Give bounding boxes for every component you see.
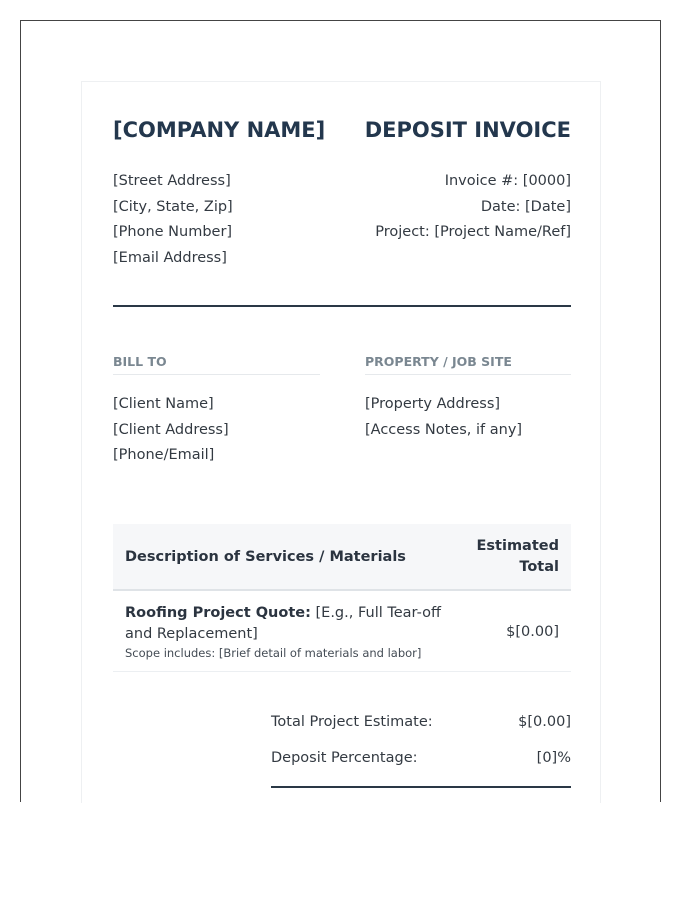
client-address: [Client Address] [113, 421, 229, 438]
items-table-header-row [113, 524, 571, 590]
invoice-meta-block [375, 169, 571, 246]
document-title: DEPOSIT INVOICE [364, 118, 571, 142]
item-amount: $[0.00] [461, 590, 571, 672]
column-header-estimated-total [461, 524, 571, 590]
column-header-total-line2: Total [519, 558, 559, 575]
total-project-estimate-value: $[0.00] [518, 714, 571, 730]
deposit-percentage-value: [0]% [536, 750, 571, 766]
item-description [125, 603, 449, 645]
property-address: [Property Address] [365, 396, 501, 412]
totals-divider [271, 786, 571, 788]
company-name: [COMPANY NAME] [113, 118, 326, 142]
invoice-number: Invoice #: [0000] [444, 173, 571, 189]
item-detail: [E.g., Full Tear-off and Replacement] [125, 605, 441, 642]
access-notes: [Access Notes, if any] [365, 421, 523, 438]
company-address-block [113, 169, 233, 272]
company-email: [Email Address] [113, 250, 227, 267]
bill-to-label: BILL TO [113, 354, 320, 375]
bill-to-block [113, 392, 229, 469]
job-site-block [365, 392, 522, 443]
client-name: [Client Name] [113, 396, 214, 412]
total-project-estimate-row [271, 710, 571, 746]
company-city: [City, State, Zip] [113, 198, 233, 215]
column-header-description: Description of Services / Materials [113, 524, 461, 590]
invoice-date: Date: [Date] [480, 198, 571, 215]
table-row [113, 590, 571, 672]
deposit-percentage-row [271, 746, 571, 782]
invoice-project: Project: [Project Name/Ref] [375, 224, 571, 241]
job-site-label: PROPERTY / JOB SITE [365, 354, 571, 375]
column-header-total-line1: Estimated [476, 537, 559, 554]
company-phone: [Phone Number] [113, 224, 233, 241]
total-project-estimate-label: Total Project Estimate: [271, 714, 433, 730]
header-divider [113, 305, 571, 307]
totals-block [271, 710, 571, 782]
item-scope: Scope includes: [Brief detail of materials and labor] [125, 646, 422, 660]
items-table [113, 524, 571, 672]
item-title: Roofing Project Quote: [125, 605, 311, 621]
item-description-cell [113, 590, 461, 672]
company-street: [Street Address] [113, 173, 231, 189]
document-frame [20, 20, 661, 802]
client-contact: [Phone/Email] [113, 447, 215, 464]
deposit-percentage-label: Deposit Percentage: [271, 750, 418, 766]
invoice-page [81, 81, 601, 803]
